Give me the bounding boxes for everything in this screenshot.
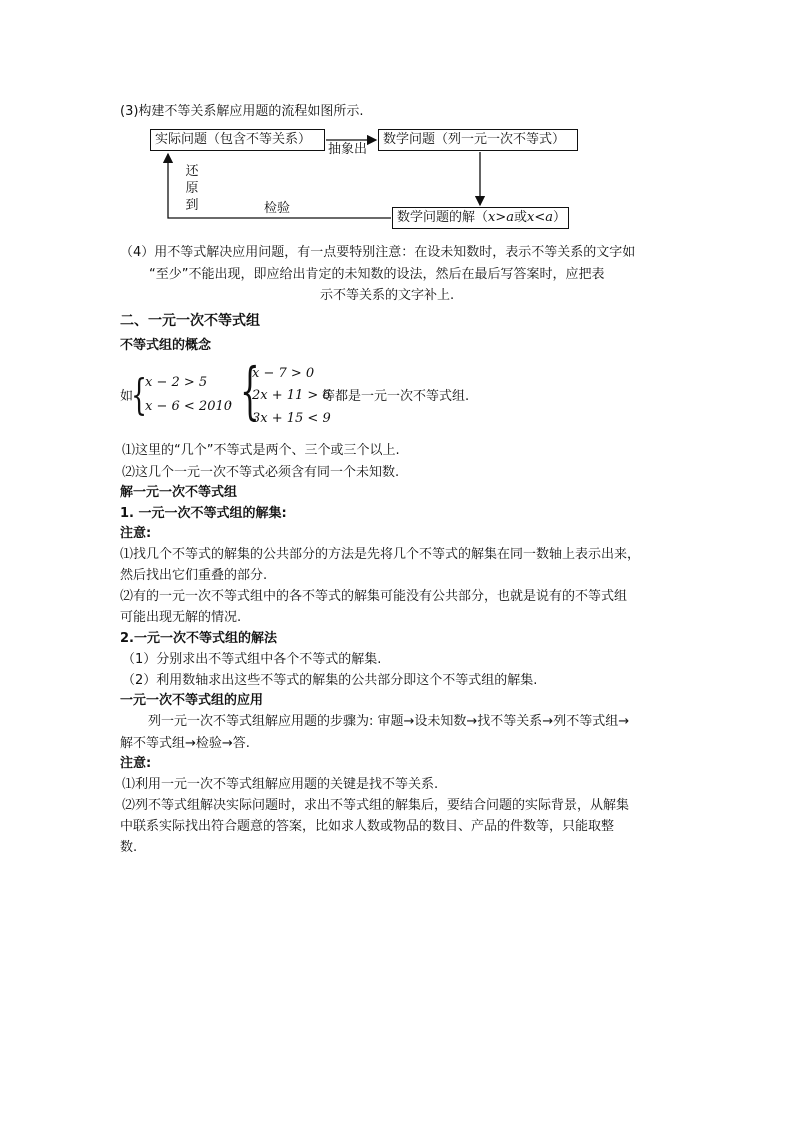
solution-note-2-line-2: 可能出现无解的情况. [120,610,242,625]
attention-label-1: 注意: [120,526,152,541]
flow-box-solution-or: 或 [514,210,528,225]
system1-eq1: x − 2 > 5 [145,375,208,390]
method-step-1: （1）分别求出不等式组中各个不等式的解集. [122,652,382,667]
solution-note-2-line-1: ⑵有的一元一次不等式组中的各不等式的解集可能没有公共部分，也就是说有的不等式组 [120,589,628,604]
example-suffix: 等都是一元一次不等式组. [322,389,470,404]
brace-system-1: { [131,370,148,419]
concept-title: 不等式组的概念 [120,338,212,353]
paragraph-4-line-2: “至少”不能出现，即应给出肯定的未知数的设法，然后在最后写答案时，应把表 [149,267,605,282]
arrow-label-abstract: 抽象出 [328,142,368,157]
flow-box-math-problem-label: 数学问题（列一元一次不等式） [383,132,566,147]
flow-box-solution-suffix: ） [553,210,567,225]
paragraph-4-line-3: 示不等关系的文字补上. [320,288,455,303]
vertical-label-huan: 还 [185,164,199,179]
system2-eq3: 3x + 15 < 9 [252,411,331,426]
method-title: 2.一元一次不等式组的解法 [120,631,277,646]
method-step-2: （2）利用数轴求出这些不等式的解集的公共部分即这个不等式组的解集. [122,673,538,688]
example-comma: ， [228,393,242,408]
attention-label-2: 注意: [120,756,152,771]
system1-eq2: x − 6 < 2010 [145,399,233,414]
flow-box-real-problem-label: 实际问题（包含不等关系） [155,132,312,147]
brace-system-2: { [240,354,260,427]
concept-note-2: ⑵这几个一元一次不等式必须含有同一个未知数. [122,465,400,480]
paragraph-3: (3)构建不等关系解应用题的流程如图所示. [120,104,364,119]
vertical-label-yuan: 原 [185,181,199,196]
flow-box-solution-prefix: 数学问题的解（ [397,210,489,225]
flow-arrows [0,0,794,260]
application-note-2-line-1: ⑵列不等式组解决实际问题时，求出不等式组的解集后，要结合问题的实际背景，从解集 [122,798,630,813]
application-steps-line-1: 列一元一次不等式组解应用题的步骤为: 审题→设未知数→找不等关系→列不等式组→ [148,714,630,729]
section-heading-2: 二、一元一次不等式组 [120,313,260,329]
flow-box-solution-m2: x<a [527,210,553,225]
solution-note-1-line-2: 然后找出它们重叠的部分. [120,568,268,583]
solution-note-1-line-1: ⑴找几个不等式的解集的公共部分的方法是先将几个不等式的解集在同一数轴上表示出来， [120,547,641,562]
vertical-label-dao: 到 [185,198,199,213]
application-note-2-line-2: 中联系实际找出符合题意的答案，比如求人数或物品的数目、产品的件数等，只能取整 [120,819,615,834]
application-note-1: ⑴利用一元一次不等式组解应用题的关键是找不等关系. [122,777,439,792]
system2-eq1: x − 7 > 0 [252,366,315,381]
arrow-label-verify: 检验 [264,201,291,216]
paragraph-4-line-1: （4）用不等式解决应用问题，有一点要特别注意：在设未知数时，表示不等关系的文字如 [120,245,636,260]
application-title: 一元一次不等式组的应用 [120,693,264,708]
concept-note-1: ⑴这里的“几个”不等式是两个、三个或三个以上. [122,443,400,458]
flow-box-solution-m1: x>a [488,210,514,225]
solution-set-title: 1. 一元一次不等式组的解集: [120,506,287,521]
example-prefix: 如 [120,389,134,404]
system2-eq2: 2x + 11 > 6 [252,388,331,403]
application-note-2-line-3: 数. [120,840,138,855]
solve-title: 解一元一次不等式组 [120,485,238,500]
application-steps-line-2: 解不等式组→检验→答. [120,736,250,751]
